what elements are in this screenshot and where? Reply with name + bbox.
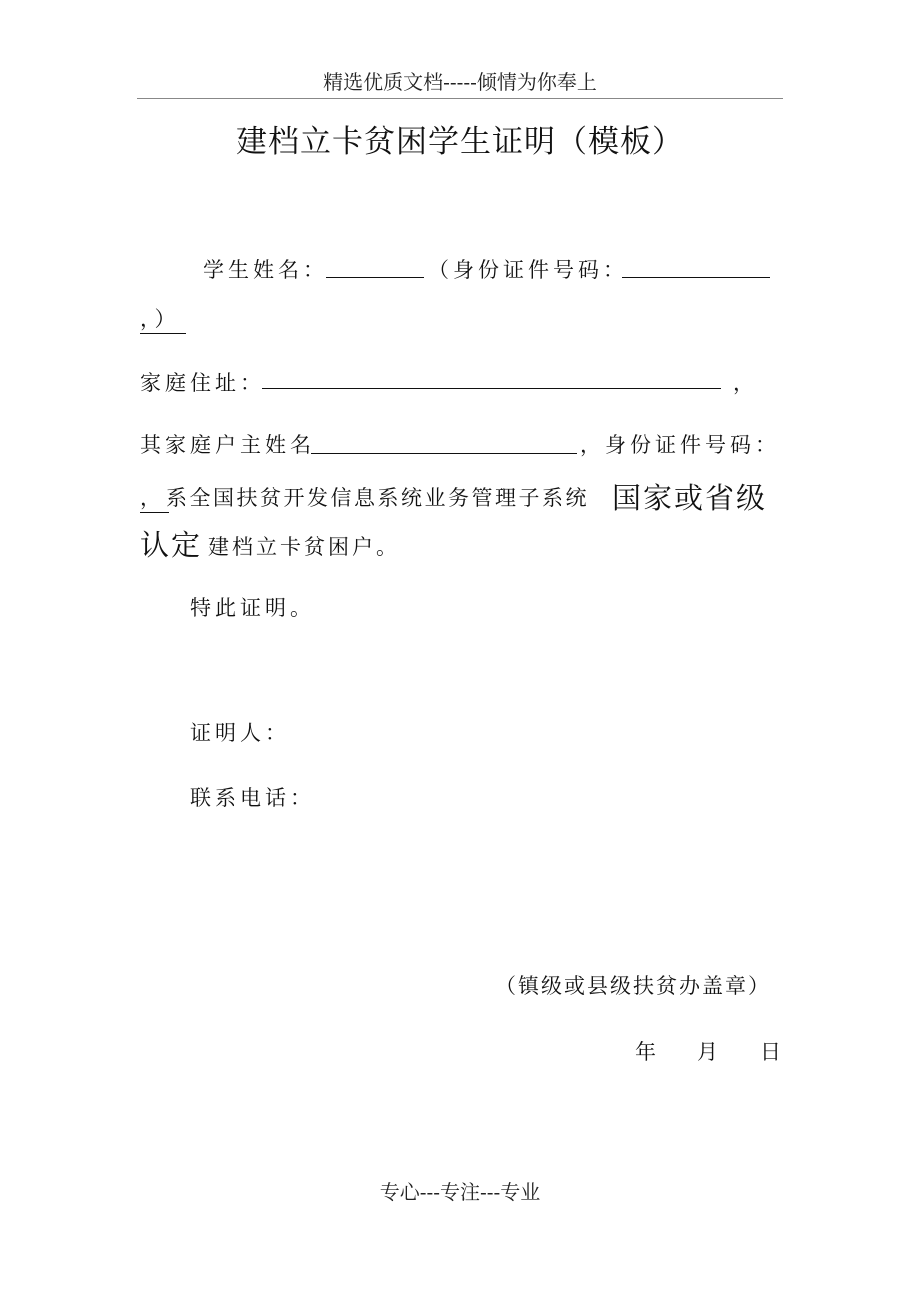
system-statement: 系全国扶贫开发信息系统业务管理子系统 — [166, 486, 589, 510]
date-day: 日 — [760, 1040, 785, 1064]
householder-name-blank[interactable] — [311, 453, 577, 454]
certify-statement: 特此证明。 — [190, 596, 315, 620]
poverty-household-text: 建档立卡贫困户。 — [208, 535, 400, 559]
householder-name-label: 其家庭户主姓名 — [140, 433, 315, 457]
householder-id-label: ，身份证件号码： — [580, 433, 780, 457]
stamp-note: （镇级或县级扶贫办盖章） — [495, 974, 771, 998]
national-provincial-text: 国家或省级 — [612, 481, 768, 515]
phone-label: 联系电话： — [190, 786, 315, 810]
student-name-blank[interactable] — [326, 277, 424, 278]
address-label: 家庭住址： — [140, 371, 265, 395]
page-header: 精选优质文档-----倾情为你奉上 — [323, 70, 597, 94]
page-footer: 专心---专注---专业 — [379, 1180, 541, 1204]
address-blank[interactable] — [262, 388, 721, 389]
date-month: 月 — [697, 1040, 722, 1064]
id-number-label: （身份证件号码： — [428, 258, 628, 282]
student-name-label: 学生姓名： — [203, 258, 328, 282]
householder-id-blank[interactable]: ， — [140, 482, 169, 513]
recognition-text: 认定 — [140, 528, 203, 562]
address-comma: ， — [733, 371, 758, 395]
date-year: 年 — [635, 1040, 660, 1064]
id-close-bracket: ，） — [140, 303, 186, 334]
document-title: 建档立卡贫困学生证明（模板） — [236, 124, 684, 160]
certifier-label: 证明人： — [190, 721, 290, 745]
student-id-blank[interactable] — [622, 277, 770, 278]
header-divider — [137, 98, 783, 99]
